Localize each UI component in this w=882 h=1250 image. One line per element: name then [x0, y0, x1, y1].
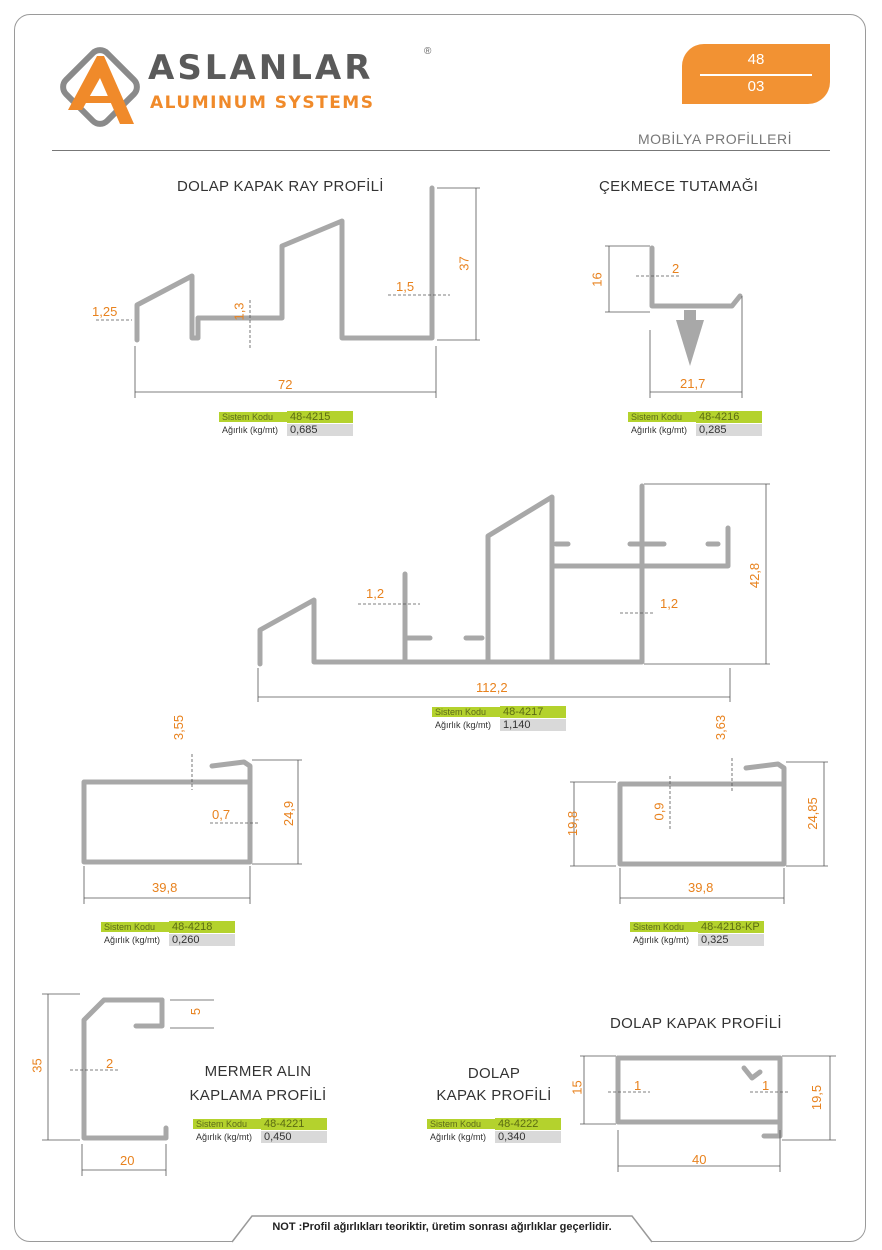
profile-info-48-4218-kp — [630, 920, 764, 946]
profile-info-48-4217 — [432, 705, 566, 731]
profile-title-line1: MERMER ALIN — [204, 1063, 312, 1080]
brand-registered-mark: ® — [424, 46, 432, 57]
profile-info-48-4215 — [219, 410, 353, 436]
footer-note: NOT :Profil ağırlıkları teoriktir, üretim sonrası ağırlıklar geçerlidir. — [272, 1221, 612, 1233]
badge-bottom: 03 — [747, 78, 765, 95]
weight-label: Ağırlık (kg/mt) — [631, 424, 688, 435]
dim-label: 1 — [634, 1078, 642, 1093]
dim-label: 3,55 — [171, 714, 187, 741]
dim-label: 112,2 — [476, 680, 508, 695]
code-value: 48-4215 — [287, 411, 353, 423]
dim-label: 15 — [569, 1080, 585, 1095]
code-label: Sistem Kodu — [219, 412, 287, 422]
weight-label: Ağırlık (kg/mt) — [430, 1131, 487, 1142]
dim-label: 19,8 — [565, 810, 581, 837]
dim-label: 1 — [762, 1078, 770, 1093]
weight-value: 0,325 — [698, 934, 764, 946]
dim-label: 0,9 — [651, 802, 667, 821]
weight-value: 1,140 — [500, 719, 566, 731]
profile-48-4222-drawing — [580, 1056, 836, 1172]
dim-label: 0,7 — [212, 807, 231, 822]
dim-label: 20 — [120, 1153, 135, 1168]
code-label: Sistem Kodu — [630, 922, 698, 932]
profile-title-line2: KAPAK PROFİLİ — [436, 1087, 552, 1104]
dim-label: 37 — [456, 256, 472, 271]
dim-label: 21,7 — [680, 376, 706, 391]
dim-label: 1,5 — [396, 279, 415, 294]
dim-label: 42,8 — [747, 562, 763, 589]
dim-label: 2 — [672, 261, 680, 276]
code-value: 48-4222 — [495, 1118, 561, 1130]
dim-label: 3,63 — [713, 714, 729, 741]
dim-label: 35 — [29, 1058, 45, 1073]
code-label: Sistem Kodu — [193, 1119, 261, 1129]
logo-mark — [59, 46, 141, 128]
dim-label: 24,85 — [804, 797, 820, 830]
profile-title-line1: DOLAP — [467, 1065, 521, 1082]
dim-label: 5 — [188, 1007, 204, 1016]
page-badge — [682, 44, 830, 104]
dim-label: 16 — [589, 272, 605, 287]
weight-value: 0,285 — [696, 424, 762, 436]
header-rule — [52, 150, 830, 151]
section-title: MOBİLYA PROFİLLERİ — [638, 131, 792, 147]
profile-info-48-4221 — [193, 1117, 327, 1143]
weight-value: 0,340 — [495, 1131, 561, 1143]
dim-label: 1,25 — [92, 304, 118, 319]
dim-label: 72 — [278, 377, 293, 392]
dim-label: 1,2 — [366, 586, 385, 601]
dim-label: 1,2 — [660, 596, 679, 611]
profile-48-4215-drawing — [96, 188, 480, 398]
profile-48-4217-drawing — [258, 484, 770, 702]
profile-title-line2: KAPLAMA PROFİLİ — [189, 1087, 327, 1104]
profile-info-48-4216 — [628, 410, 762, 436]
code-value: 48-4216 — [696, 411, 762, 423]
profile-48-4218-drawing — [84, 754, 302, 904]
weight-label: Ağırlık (kg/mt) — [222, 424, 279, 435]
code-value: 48-4218-KP — [698, 921, 764, 933]
dim-label: 39,8 — [688, 880, 714, 895]
dim-label: 2 — [106, 1056, 114, 1071]
brand-tagline: ALUMINUM SYSTEMS — [150, 93, 375, 113]
code-value: 48-4218 — [169, 921, 235, 933]
weight-value: 0,450 — [261, 1131, 327, 1143]
code-label: Sistem Kodu — [427, 1119, 495, 1129]
profile-title: DOLAP KAPAK PROFİLİ — [610, 1015, 782, 1032]
dim-label: 39,8 — [152, 880, 178, 895]
badge-divider — [700, 74, 812, 76]
code-label: Sistem Kodu — [101, 922, 169, 932]
weight-value: 0,260 — [169, 934, 235, 946]
profile-info-48-4218 — [101, 920, 235, 946]
profile-title: DOLAP KAPAK RAY PROFİLİ — [177, 178, 384, 195]
weight-label: Ağırlık (kg/mt) — [196, 1131, 253, 1142]
weight-label: Ağırlık (kg/mt) — [633, 934, 690, 945]
weight-value: 0,685 — [287, 424, 353, 436]
dim-label: 1,3 — [231, 302, 247, 321]
weight-label: Ağırlık (kg/mt) — [435, 719, 492, 730]
code-label: Sistem Kodu — [432, 707, 500, 717]
dim-label: 40 — [692, 1152, 707, 1167]
code-value: 48-4217 — [500, 706, 566, 718]
dim-label: 19,5 — [809, 1084, 825, 1111]
profile-info-48-4222 — [427, 1117, 561, 1143]
dim-label: 24,9 — [281, 800, 297, 827]
code-value: 48-4221 — [261, 1118, 327, 1130]
profile-title: ÇEKMECE TUTAMAĞI — [599, 178, 759, 195]
profile-48-4221-drawing — [42, 994, 214, 1176]
code-label: Sistem Kodu — [628, 412, 696, 422]
badge-top: 48 — [747, 51, 765, 68]
weight-label: Ağırlık (kg/mt) — [104, 934, 161, 945]
brand-name: ASLANLAR — [148, 48, 374, 88]
